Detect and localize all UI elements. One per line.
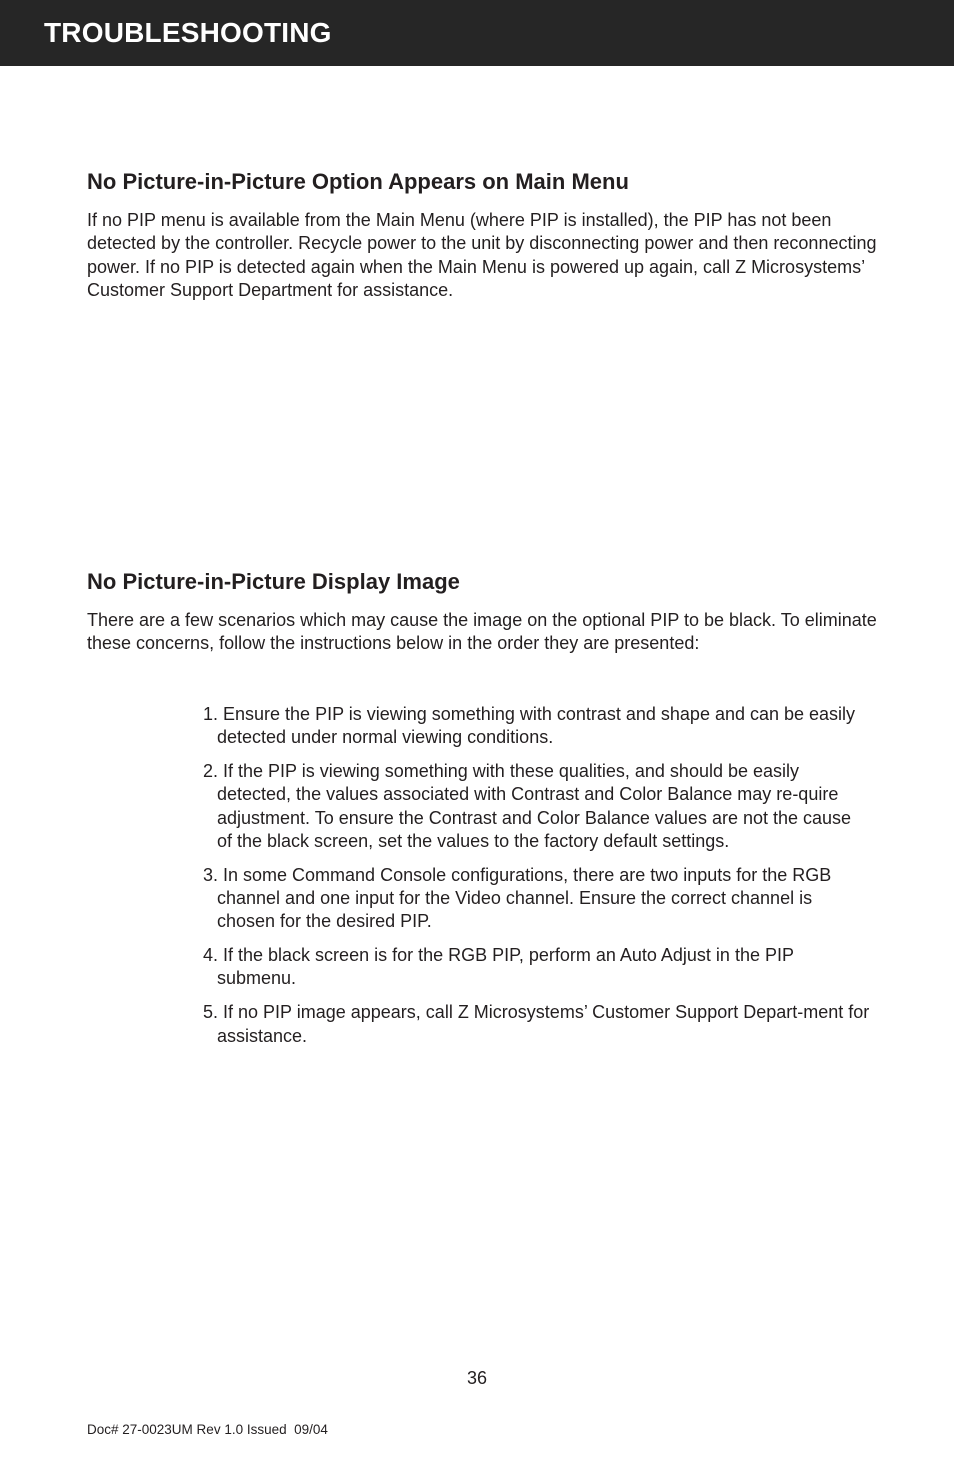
- page-number: 36: [466, 1368, 488, 1388]
- list-item: 3. In some Command Console configurations, there are two inputs for the RGB channel and one input for the Video channel. Ensure the correct channel is chosen for the desired PIP.: [203, 864, 832, 932]
- page-title: TROUBLESHOOTING: [44, 17, 332, 48]
- section-body-no-pip-image: There are a few scenarios which may cause the image on the optional PIP to be black. To eliminate these concerns, follow the instructions below in the order they are presented:: [87, 610, 877, 654]
- list-item: 2. If the PIP is viewing something with these qualities, and should be easily detected, the values associated with Contrast and Color Balance may re-quire adjustment. To ensure the Contrast and Color Balance values are not the cause of the black screen, set the values to the factory default settings.: [203, 761, 852, 851]
- section-heading-no-pip-image: No Picture-in-Picture Display Image: [87, 569, 460, 594]
- list-item: 5. If no PIP image appears, call Z Microsystems’ Customer Support Depart-ment for assistance.: [203, 1002, 870, 1046]
- section-heading-no-pip-option: No Picture-in-Picture Option Appears on Main Menu: [87, 169, 629, 194]
- troubleshooting-steps: [203, 703, 871, 1058]
- document-id: Doc# 27-0023UM Rev 1.0 Issued 09/04: [87, 1422, 328, 1437]
- list-item: 4. If the black screen is for the RGB PIP, perform an Auto Adjust in the PIP submenu.: [203, 945, 794, 989]
- section-body-no-pip-option: If no PIP menu is available from the Main Menu (where PIP is installed), the PIP has not been detected by the controller. Recycle power to the unit by disconnecting power and then reconnecting power. If no PIP is detected again when the Main Menu is powered up again, call Z Microsystems’ Customer Support Department for assistance.: [87, 210, 877, 300]
- list-item: 1. Ensure the PIP is viewing something with contrast and shape and can be easily detected under normal viewing conditions.: [203, 704, 856, 748]
